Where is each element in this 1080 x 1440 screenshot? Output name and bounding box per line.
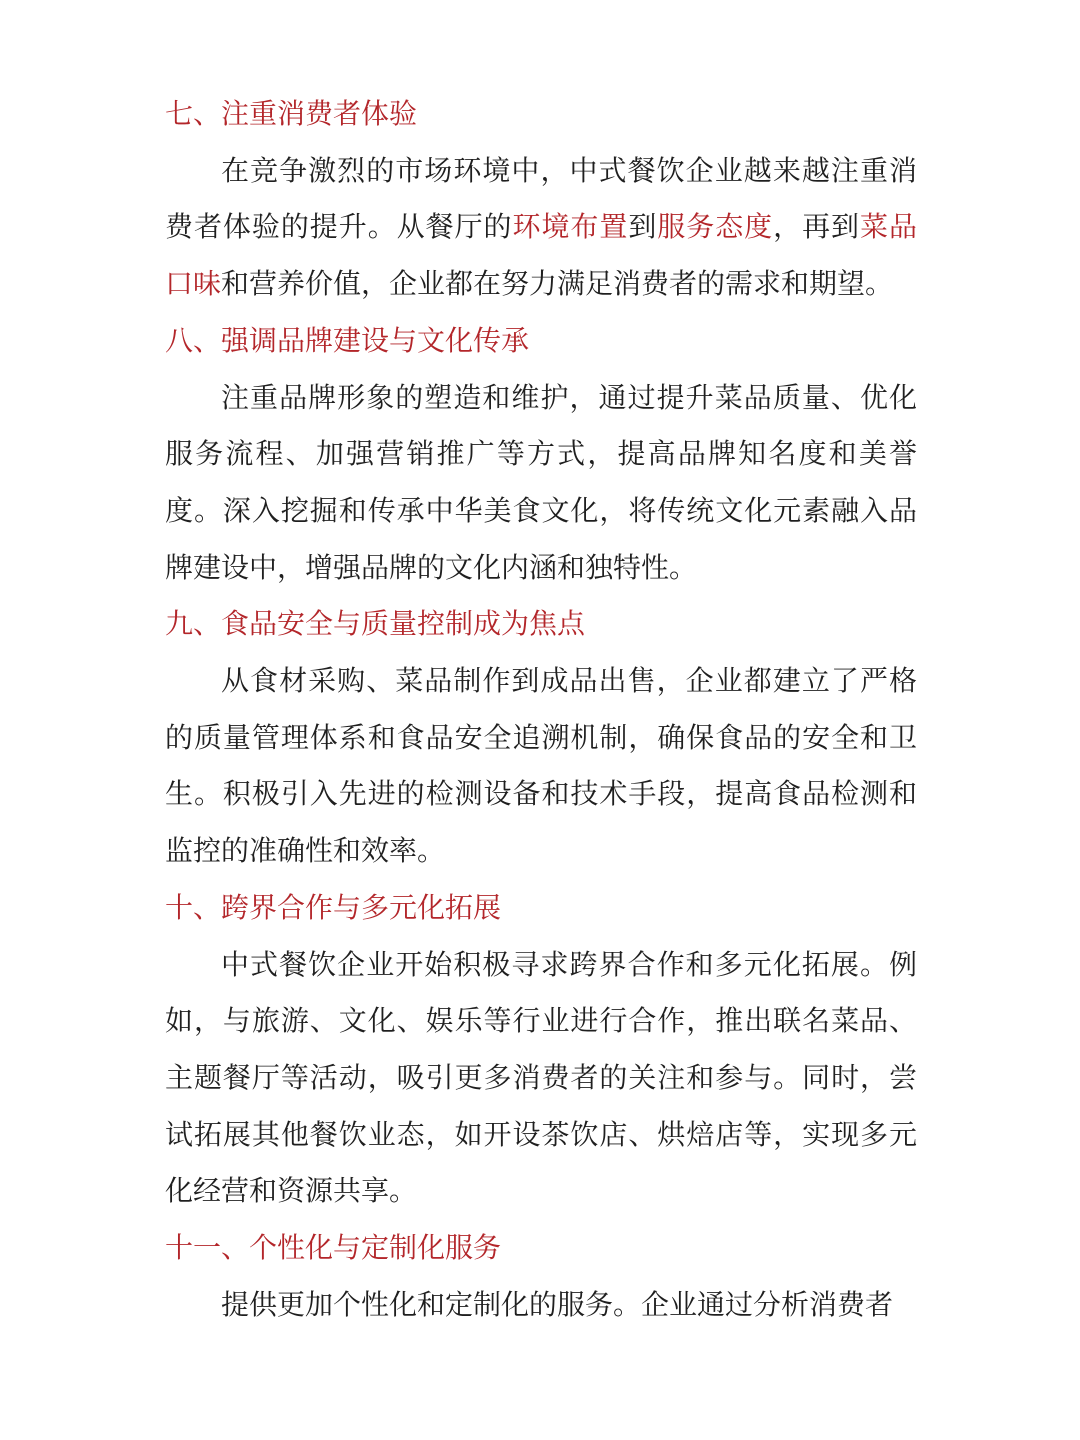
section-heading-11: 十一、个性化与定制化服务	[165, 1231, 502, 1265]
section-heading-9: 九、食品安全与质量控制成为焦点	[165, 607, 586, 641]
highlight-environment: 环境布置	[512, 210, 629, 244]
section-heading-8: 八、强调品牌建设与文化传承	[165, 323, 530, 357]
paragraph-text: ，再到	[773, 210, 860, 244]
section-paragraph-9: 从食材采购、菜品制作到成品出售，企业都建立了严格的质量管理体系和食品安全追溯机制，确保食品的安全和卫生。积极引入先进的检测设备和技术手段，提高食品检测和监控的准确性和效率。	[165, 664, 917, 868]
document-page	[165, 86, 917, 1333]
section-heading-7: 七、注重消费者体验	[165, 97, 418, 130]
highlight-service: 服务态度	[657, 210, 774, 244]
section-paragraph-11: 提供更加个性化和定制化的服务。企业通过分析消费者	[221, 1287, 894, 1321]
paragraph-text: 和营养价值，企业都在努力满足消费者的需求和期望。	[221, 267, 894, 301]
section-paragraph-8: 注重品牌形象的塑造和维护，通过提升菜品质量、优化服务流程、加强营销推广等方式，提高品牌知名度和美誉度。深入挖掘和传承中华美食文化，将传统文化元素融入品牌建设中，增强品牌的文化内涵和独特性。	[165, 380, 917, 584]
section-paragraph-7	[165, 143, 917, 313]
highlight-taste: 菜品口味	[165, 210, 917, 301]
paragraph-text: 在竞争激烈的市场环境中，中式餐饮企业越来越注重消费者体验的提升。从餐厅的	[165, 153, 917, 244]
section-heading-10: 十、跨界合作与多元化拓展	[165, 890, 502, 924]
section-paragraph-10: 中式餐饮企业开始积极寻求跨界合作和多元化拓展。例如，与旅游、文化、娱乐等行业进行合作，推出联名菜品、主题餐厅等活动，吸引更多消费者的关注和参与。同时，尝试拓展其他餐饮业态，如开设茶饮店、烘焙店等，实现多元化经营和资源共享。	[165, 947, 917, 1208]
paragraph-text: 到	[628, 210, 658, 244]
